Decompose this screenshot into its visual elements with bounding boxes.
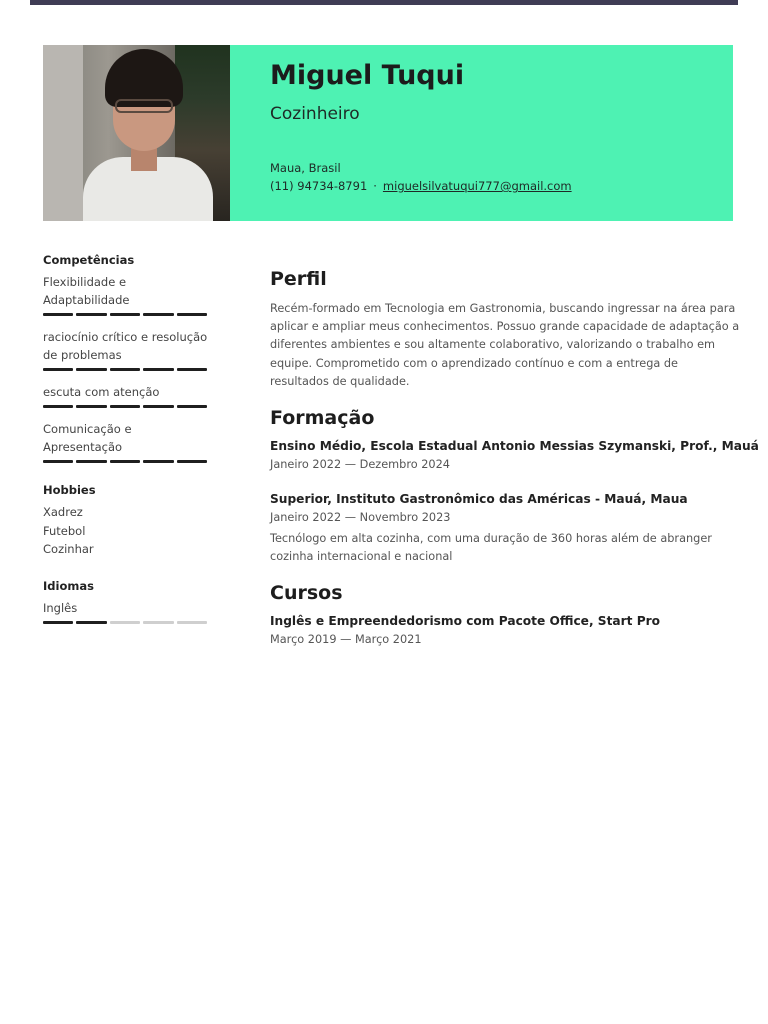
skill-level-bar bbox=[43, 460, 207, 463]
hobbies-section bbox=[43, 483, 211, 559]
course-entry-dates: Março 2019 — Março 2021 bbox=[270, 633, 422, 647]
hobby-item: Futebol bbox=[43, 523, 86, 538]
resume-header bbox=[43, 45, 733, 221]
skill-name: Comunicação e Apresentação bbox=[43, 422, 132, 454]
level-segment bbox=[143, 460, 173, 463]
education-entry bbox=[270, 439, 759, 472]
courses-title: Cursos bbox=[270, 582, 343, 605]
skills-title: Competências bbox=[43, 253, 135, 267]
skill-name: escuta com atenção bbox=[43, 385, 160, 399]
top-accent-bar bbox=[30, 0, 738, 5]
language-level-bar bbox=[43, 621, 207, 624]
course-entry-title: Inglês e Empreendedorismo com Pacote Office, Start Pro bbox=[270, 614, 661, 629]
level-segment bbox=[110, 405, 140, 408]
level-segment bbox=[143, 368, 173, 371]
education-entry-dates: Janeiro 2022 — Novembro 2023 bbox=[270, 511, 451, 525]
level-segment bbox=[43, 621, 73, 624]
education-section bbox=[270, 407, 759, 566]
level-segment bbox=[76, 405, 106, 408]
courses-section bbox=[270, 582, 740, 646]
level-segment bbox=[110, 621, 140, 624]
contact-separator: · bbox=[373, 179, 377, 193]
level-segment bbox=[76, 368, 106, 371]
profile-text: Recém-formado em Tecnologia em Gastronomia, buscando ingressar na área para aplicar e ampliar meus conhecimentos. Possuo grande capacidade de adaptação a diferentes ambientes e sou altamente colaborativo, valorizando o trabalho em equipe. Comprometido com o aprendizado contínuo e com a entrega de resultados de qualidade. bbox=[270, 302, 740, 388]
languages-section bbox=[43, 579, 211, 624]
language-name: Inglês bbox=[43, 600, 78, 615]
level-segment bbox=[177, 368, 207, 371]
skills-section bbox=[43, 253, 211, 463]
hobby-item: Xadrez bbox=[43, 505, 83, 519]
education-entry-title: Ensino Médio, Escola Estadual Antonio Messias Szymanski, Prof., Mauá bbox=[270, 439, 759, 454]
education-entry bbox=[270, 492, 740, 566]
main-content bbox=[270, 268, 759, 652]
level-segment bbox=[110, 460, 140, 463]
education-entry-title: Superior, Instituto Gastronômico das Américas - Mauá, Maua bbox=[270, 492, 688, 507]
candidate-name: Miguel Tuqui bbox=[270, 60, 465, 91]
level-segment bbox=[76, 621, 106, 624]
level-segment bbox=[177, 621, 207, 624]
level-segment bbox=[143, 313, 173, 316]
sidebar bbox=[43, 253, 211, 644]
skill-item bbox=[43, 420, 211, 463]
skill-level-bar bbox=[43, 313, 207, 316]
education-title: Formação bbox=[270, 407, 375, 430]
profile-title: Perfil bbox=[270, 268, 327, 290]
hobby-item: Cozinhar bbox=[43, 542, 94, 556]
level-segment bbox=[43, 368, 73, 371]
level-segment bbox=[177, 313, 207, 316]
contact-line bbox=[270, 179, 572, 193]
level-segment bbox=[110, 313, 140, 316]
skill-name: raciocínio crítico e resolução de problemas bbox=[43, 330, 208, 362]
course-entry bbox=[270, 614, 740, 646]
languages-title: Idiomas bbox=[43, 578, 94, 593]
skill-level-bar bbox=[43, 368, 207, 371]
hobbies-title: Hobbies bbox=[43, 483, 96, 497]
skill-item bbox=[43, 328, 211, 371]
location: Maua, Brasil bbox=[270, 161, 341, 175]
skill-item bbox=[43, 273, 211, 316]
level-segment bbox=[43, 313, 73, 316]
education-entry-description: Tecnólogo em alta cozinha, com uma duração de 360 horas além de abranger cozinha internacional e nacional bbox=[270, 532, 712, 564]
email-link[interactable]: miguelsilvatuqui777@gmail.com bbox=[382, 179, 572, 193]
candidate-role: Cozinheiro bbox=[270, 104, 360, 124]
level-segment bbox=[43, 405, 73, 408]
profile-section bbox=[270, 268, 740, 391]
skill-item bbox=[43, 383, 211, 408]
profile-photo bbox=[43, 45, 230, 221]
level-segment bbox=[143, 621, 173, 624]
level-segment bbox=[177, 405, 207, 408]
level-segment bbox=[76, 460, 106, 463]
level-segment bbox=[76, 313, 106, 316]
skill-level-bar bbox=[43, 405, 207, 408]
language-item bbox=[43, 599, 211, 624]
level-segment bbox=[143, 405, 173, 408]
level-segment bbox=[110, 368, 140, 371]
level-segment bbox=[177, 460, 207, 463]
phone-number: (11) 94734-8791 bbox=[270, 179, 368, 193]
education-entry-dates: Janeiro 2022 — Dezembro 2024 bbox=[270, 458, 450, 472]
level-segment bbox=[43, 460, 73, 463]
skill-name: Flexibilidade e Adaptabilidade bbox=[43, 275, 130, 307]
header-banner bbox=[230, 45, 733, 221]
